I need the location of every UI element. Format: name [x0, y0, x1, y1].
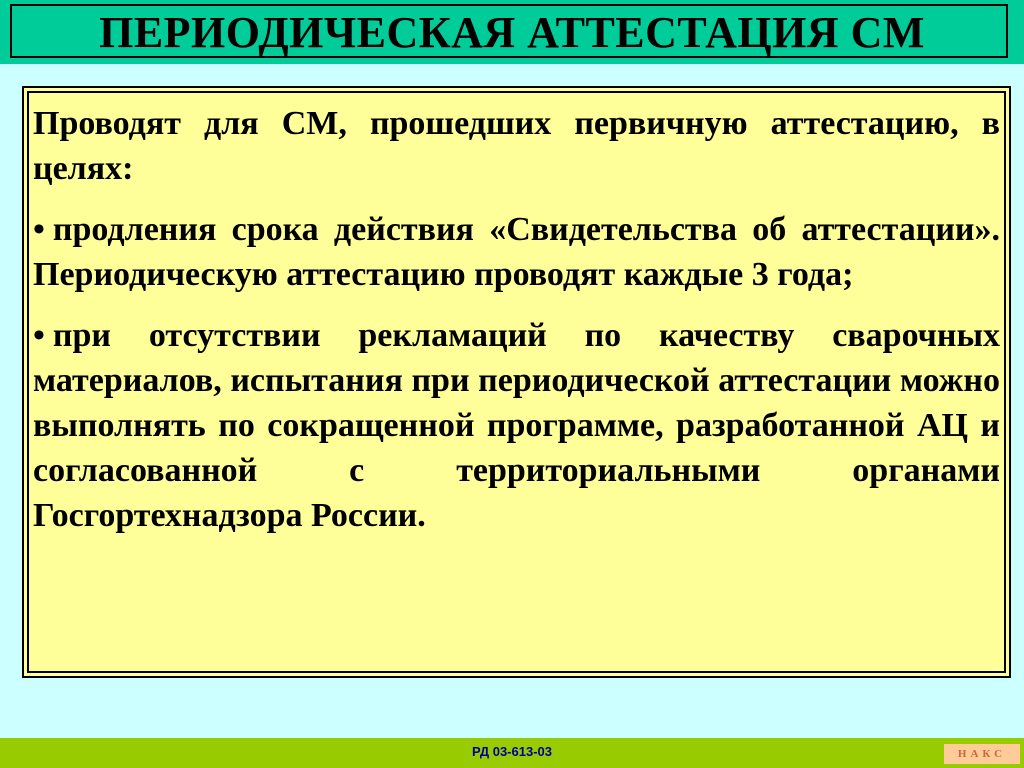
- bullet-icon: •: [33, 317, 45, 354]
- bullet-icon: •: [33, 211, 45, 248]
- naks-logo: НАКС: [944, 744, 1020, 764]
- slide-title: ПЕРИОДИЧЕСКАЯ АТТЕСТАЦИЯ СМ: [99, 7, 925, 57]
- document-code: РД 03-613-03: [472, 744, 552, 759]
- bullet-item-1: [33, 207, 1000, 297]
- intro-paragraph: Проводят для СМ, прошедших первичную аттестацию, в целях:: [33, 105, 1000, 187]
- bullet-item-2: [33, 313, 1000, 538]
- footer-bar: [0, 738, 1024, 768]
- bullet-item-1-text: продления срока действия «Свидетельства об аттестации». Периодическую аттестацию проводят каждые 3 года;: [33, 211, 1000, 293]
- title-bar: [0, 0, 1024, 64]
- content-inner-frame: [27, 91, 1006, 673]
- content-box: [22, 86, 1011, 678]
- bullet-item-2-text: при отсутствии рекламаций по качеству сварочных материалов, испытания при периодической аттестации можно выполнять по сокращенной программе, разработанной АЦ и согласованной с территориальными органами Госгортехнадзора России.: [33, 317, 1000, 534]
